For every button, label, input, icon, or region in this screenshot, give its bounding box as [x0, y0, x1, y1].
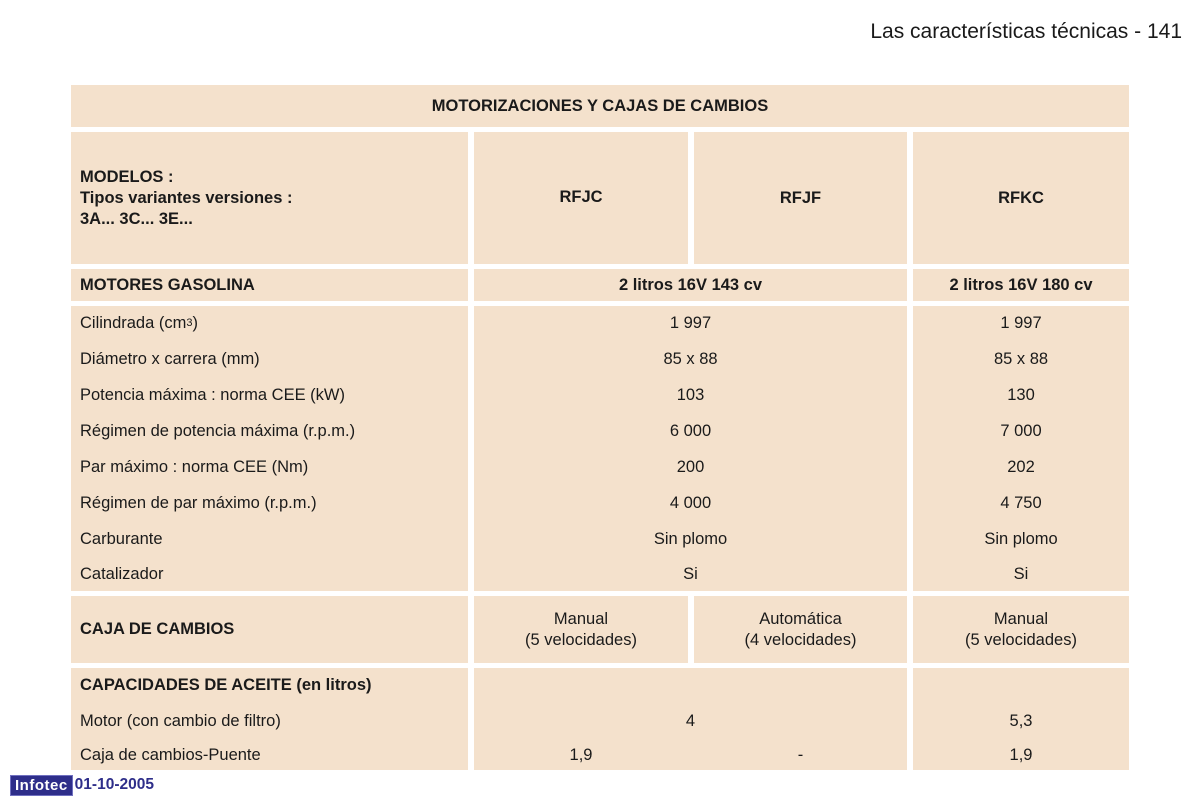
oil-gearbox-label: Caja de cambios-Puente — [80, 745, 261, 764]
gearbox-rfjf: Automática (4 velocidades) — [694, 596, 907, 663]
spec-label-potencia: Potencia máxima : norma CEE (kW) — [80, 385, 345, 404]
footer-date: 01-10-2005 — [74, 776, 154, 793]
infotec-logo: Infotec — [10, 775, 73, 796]
gearbox-rfkc: Manual (5 velocidades) — [913, 596, 1129, 663]
oil-capacities-label: CAPACIDADES DE ACEITE (en litros) — [80, 675, 372, 694]
spec-label-diametro: Diámetro x carrera (mm) — [80, 349, 260, 368]
spec-value: 6 000 — [669, 421, 712, 440]
gearbox-label: CAJA DE CAMBIOS — [71, 596, 468, 663]
spec-value: 200 — [676, 457, 705, 476]
spec-label-regimen-potencia: Régimen de potencia máxima (r.p.m.) — [80, 421, 356, 440]
gearbox-rfjc: Manual (5 velocidades) — [474, 596, 688, 663]
spec-value: Si — [683, 564, 698, 583]
spec-label-regimen-par: Régimen de par máximo (r.p.m.) — [80, 493, 317, 512]
models-label: MODELOS : — [80, 167, 174, 186]
models-types-label: Tipos variantes versiones : — [80, 188, 293, 207]
engines-label: MOTORES GASOLINA — [71, 269, 468, 301]
spec-label-catalizador: Catalizador — [80, 564, 164, 583]
footer — [10, 775, 154, 795]
spec-label-cilindrada: Cilindrada (cm 3 ) — [80, 313, 198, 332]
oil-motor-value: 4 — [685, 711, 696, 730]
spec-label-carburante: Carburante — [80, 529, 163, 548]
spec-value: 1 997 — [1000, 313, 1042, 332]
oil-gearbox-value: 1,9 — [569, 745, 593, 764]
model-code-rfkc: RFKC — [913, 132, 1129, 264]
models-versions-label: 3A... 3C... 3E... — [80, 209, 193, 228]
spec-label-par: Par máximo : norma CEE (Nm) — [80, 457, 309, 476]
spec-value: 130 — [1007, 385, 1035, 404]
table-title: MOTORIZACIONES Y CAJAS DE CAMBIOS — [71, 85, 1129, 127]
spec-value: 4 000 — [669, 493, 712, 512]
spec-value: 85 x 88 — [663, 349, 718, 368]
spec-value: 4 750 — [1000, 493, 1042, 512]
oil-gearbox-value: - — [797, 745, 804, 764]
page-title: Las características técnicas - 141 — [870, 20, 1182, 43]
oil-motor-value: 5,3 — [1009, 711, 1033, 730]
model-code-rfjc: RFJC — [474, 132, 688, 264]
model-code-rfjf: RFJF — [694, 132, 907, 264]
spec-value: Sin plomo — [984, 529, 1058, 548]
spec-value: 103 — [676, 385, 705, 404]
spec-value: 1 997 — [669, 313, 712, 332]
spec-value: Sin plomo — [653, 529, 728, 548]
oil-motor-label: Motor (con cambio de filtro) — [80, 711, 281, 730]
spec-value: 202 — [1007, 457, 1035, 476]
spec-value: 85 x 88 — [993, 349, 1049, 368]
spec-value: Si — [1013, 564, 1029, 583]
engine-143: 2 litros 16V 143 cv — [474, 269, 907, 301]
engine-180: 2 litros 16V 180 cv — [913, 269, 1129, 301]
spec-value: 7 000 — [1000, 421, 1042, 440]
oil-gearbox-value: 1,9 — [1009, 745, 1033, 764]
models-label-cell — [71, 132, 468, 264]
